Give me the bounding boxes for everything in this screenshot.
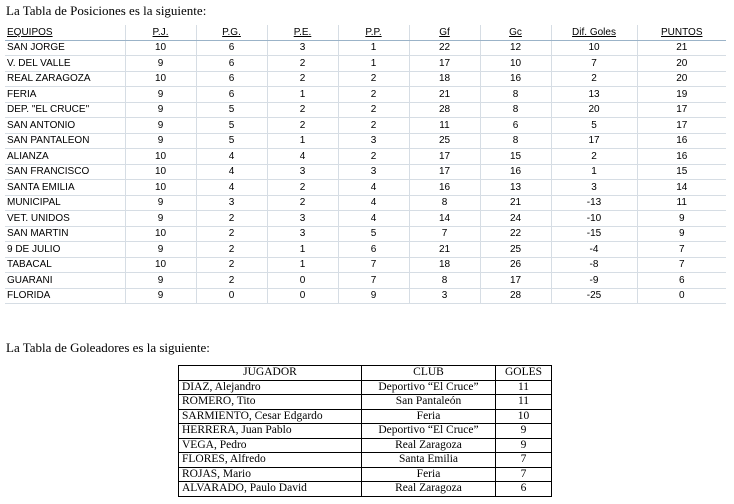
stat-cell: 16 (409, 180, 480, 196)
scorers-header-row (179, 366, 552, 381)
standings-header-row (5, 25, 726, 40)
stat-cell: 19 (637, 87, 726, 103)
stat-cell: 5 (196, 118, 267, 134)
scorers-column-header: CLUB (362, 366, 496, 381)
stat-cell: 13 (551, 87, 637, 103)
standings-column-header: P.J. (125, 25, 196, 40)
stat-cell: -8 (551, 257, 637, 273)
standings-table (5, 25, 726, 304)
goals-cell: 11 (496, 380, 552, 395)
stat-cell: 16 (480, 71, 551, 87)
club-cell: Deportivo “El Cruce” (362, 424, 496, 439)
stat-cell: 2 (267, 102, 338, 118)
scorers-heading: La Tabla de Goleadores es la siguiente: (6, 340, 210, 355)
stat-cell: 9 (338, 288, 409, 304)
stat-cell: 2 (267, 56, 338, 72)
stat-cell: 9 (125, 273, 196, 289)
stat-cell: 21 (409, 87, 480, 103)
stat-cell: 18 (409, 71, 480, 87)
stat-cell: 10 (551, 40, 637, 56)
standings-row (5, 102, 726, 118)
scorers-row (179, 453, 552, 468)
stat-cell: 1 (267, 257, 338, 273)
stat-cell: 11 (637, 195, 726, 211)
club-cell: Real Zaragoza (362, 482, 496, 497)
stat-cell: 3 (196, 195, 267, 211)
goals-cell: 6 (496, 482, 552, 497)
club-cell: Santa Emilia (362, 453, 496, 468)
stat-cell: 14 (637, 180, 726, 196)
standings-row (5, 257, 726, 273)
stat-cell: 3 (267, 40, 338, 56)
stat-cell: 22 (480, 226, 551, 242)
stat-cell: 1 (338, 40, 409, 56)
stat-cell: 10 (125, 149, 196, 165)
stat-cell: 7 (637, 257, 726, 273)
stat-cell: -4 (551, 242, 637, 258)
stat-cell: 0 (267, 288, 338, 304)
standings-column-header: Gf (409, 25, 480, 40)
stat-cell: 17 (637, 118, 726, 134)
stat-cell: 11 (409, 118, 480, 134)
team-name-cell: VET. UNIDOS (5, 211, 125, 227)
standings-row (5, 195, 726, 211)
stat-cell: 3 (267, 226, 338, 242)
stat-cell: 28 (409, 102, 480, 118)
stat-cell: 15 (480, 149, 551, 165)
club-cell: Real Zaragoza (362, 438, 496, 453)
stat-cell: 9 (125, 195, 196, 211)
scorers-column-header: JUGADOR (179, 366, 362, 381)
stat-cell: 21 (480, 195, 551, 211)
stat-cell: 2 (267, 118, 338, 134)
standings-heading: La Tabla de Posiciones es la siguiente: (6, 3, 207, 18)
stat-cell: -10 (551, 211, 637, 227)
team-name-cell: TABACAL (5, 257, 125, 273)
club-cell: Deportivo “El Cruce” (362, 380, 496, 395)
standings-row (5, 180, 726, 196)
stat-cell: 13 (480, 180, 551, 196)
stat-cell: 10 (125, 257, 196, 273)
stat-cell: -15 (551, 226, 637, 242)
club-cell: Feria (362, 467, 496, 482)
stat-cell: 8 (480, 102, 551, 118)
stat-cell: 4 (196, 164, 267, 180)
scorers-row (179, 395, 552, 410)
stat-cell: 3 (409, 288, 480, 304)
goals-cell: 11 (496, 395, 552, 410)
standings-row (5, 226, 726, 242)
team-name-cell: FLORIDA (5, 288, 125, 304)
scorers-row (179, 424, 552, 439)
stat-cell: -25 (551, 288, 637, 304)
standings-row (5, 164, 726, 180)
scorers-row (179, 438, 552, 453)
stat-cell: 21 (637, 40, 726, 56)
player-name-cell: ROJAS, Mario (179, 467, 362, 482)
stat-cell: 3 (267, 164, 338, 180)
stat-cell: 2 (196, 273, 267, 289)
scorers-row (179, 409, 552, 424)
team-name-cell: GUARANI (5, 273, 125, 289)
stat-cell: 7 (338, 257, 409, 273)
stat-cell: 4 (267, 149, 338, 165)
stat-cell: -13 (551, 195, 637, 211)
stat-cell: 10 (125, 164, 196, 180)
stat-cell: 1 (338, 56, 409, 72)
player-name-cell: SARMIENTO, Cesar Edgardo (179, 409, 362, 424)
stat-cell: 10 (125, 40, 196, 56)
stat-cell: 3 (267, 211, 338, 227)
stat-cell: 2 (267, 180, 338, 196)
stat-cell: 25 (480, 242, 551, 258)
team-name-cell: FERIA (5, 87, 125, 103)
standings-column-header: P.E. (267, 25, 338, 40)
stat-cell: 0 (267, 273, 338, 289)
stat-cell: 20 (637, 56, 726, 72)
team-name-cell: MUNICIPAL (5, 195, 125, 211)
player-name-cell: ALVARADO, Paulo David (179, 482, 362, 497)
standings-row (5, 273, 726, 289)
stat-cell: 9 (125, 56, 196, 72)
stat-cell: 26 (480, 257, 551, 273)
stat-cell: 6 (196, 40, 267, 56)
stat-cell: 5 (196, 133, 267, 149)
stat-cell: 2 (338, 71, 409, 87)
stat-cell: 9 (125, 288, 196, 304)
team-name-cell: SAN JORGE (5, 40, 125, 56)
standings-column-header: PUNTOS (637, 25, 726, 40)
stat-cell: 7 (551, 56, 637, 72)
stat-cell: 16 (637, 133, 726, 149)
standings-row (5, 149, 726, 165)
stat-cell: 5 (338, 226, 409, 242)
stat-cell: 1 (267, 133, 338, 149)
stat-cell: 12 (480, 40, 551, 56)
stat-cell: 9 (125, 87, 196, 103)
standings-row (5, 56, 726, 72)
stat-cell: 4 (196, 180, 267, 196)
stat-cell: 17 (409, 164, 480, 180)
stat-cell: 2 (196, 257, 267, 273)
stat-cell: 9 (125, 133, 196, 149)
stat-cell: 3 (338, 133, 409, 149)
scorers-row (179, 467, 552, 482)
stat-cell: 2 (551, 71, 637, 87)
stat-cell: 8 (480, 87, 551, 103)
team-name-cell: REAL ZARAGOZA (5, 71, 125, 87)
player-name-cell: FLORES, Alfredo (179, 453, 362, 468)
standings-column-header: P.P. (338, 25, 409, 40)
stat-cell: 7 (409, 226, 480, 242)
stat-cell: 8 (409, 273, 480, 289)
stat-cell: 4 (196, 149, 267, 165)
player-name-cell: ROMERO, Tito (179, 395, 362, 410)
team-name-cell: SAN MARTIN (5, 226, 125, 242)
stat-cell: 9 (125, 242, 196, 258)
stat-cell: -9 (551, 273, 637, 289)
stat-cell: 2 (196, 211, 267, 227)
stat-cell: 17 (551, 133, 637, 149)
standings-row (5, 118, 726, 134)
club-cell: San Pantaleón (362, 395, 496, 410)
standings-row (5, 40, 726, 56)
stat-cell: 25 (409, 133, 480, 149)
stat-cell: 2 (267, 195, 338, 211)
stat-cell: 17 (409, 56, 480, 72)
player-name-cell: HERRERA, Juan Pablo (179, 424, 362, 439)
standings-row (5, 71, 726, 87)
stat-cell: 6 (637, 273, 726, 289)
stat-cell: 7 (338, 273, 409, 289)
standings-row (5, 133, 726, 149)
team-name-cell: DEP. "EL CRUCE" (5, 102, 125, 118)
stat-cell: 9 (637, 226, 726, 242)
stat-cell: 28 (480, 288, 551, 304)
standings-column-header: Dif. Goles (551, 25, 637, 40)
scorers-row (179, 380, 552, 395)
stat-cell: 7 (637, 242, 726, 258)
team-name-cell: SANTA EMILIA (5, 180, 125, 196)
stat-cell: 4 (338, 211, 409, 227)
standings-row (5, 288, 726, 304)
stat-cell: 5 (196, 102, 267, 118)
stat-cell: 2 (338, 118, 409, 134)
stat-cell: 6 (196, 71, 267, 87)
stat-cell: 9 (125, 102, 196, 118)
stat-cell: 20 (551, 102, 637, 118)
stat-cell: 2 (338, 87, 409, 103)
stat-cell: 17 (409, 149, 480, 165)
stat-cell: 2 (338, 102, 409, 118)
stat-cell: 2 (196, 226, 267, 242)
team-name-cell: ALIANZA (5, 149, 125, 165)
stat-cell: 20 (637, 71, 726, 87)
stat-cell: 2 (338, 149, 409, 165)
stat-cell: 9 (125, 118, 196, 134)
standings-column-header: P.G. (196, 25, 267, 40)
stat-cell: 4 (338, 180, 409, 196)
stat-cell: 2 (267, 71, 338, 87)
stat-cell: 9 (125, 211, 196, 227)
stat-cell: 22 (409, 40, 480, 56)
stat-cell: 6 (480, 118, 551, 134)
stat-cell: 10 (125, 180, 196, 196)
stat-cell: 3 (551, 180, 637, 196)
team-name-cell: 9 DE JULIO (5, 242, 125, 258)
stat-cell: 15 (637, 164, 726, 180)
scorers-table (178, 365, 552, 497)
stat-cell: 10 (125, 71, 196, 87)
team-name-cell: V. DEL VALLE (5, 56, 125, 72)
stat-cell: 0 (196, 288, 267, 304)
stat-cell: 3 (338, 164, 409, 180)
team-name-cell: SAN ANTONIO (5, 118, 125, 134)
goals-cell: 10 (496, 409, 552, 424)
team-name-cell: SAN FRANCISCO (5, 164, 125, 180)
stat-cell: 14 (409, 211, 480, 227)
stat-cell: 21 (409, 242, 480, 258)
standings-column-header: EQUIPOS (5, 25, 125, 40)
stat-cell: 6 (196, 87, 267, 103)
standings-row (5, 87, 726, 103)
stat-cell: 9 (637, 211, 726, 227)
stat-cell: 17 (637, 102, 726, 118)
stat-cell: 1 (267, 242, 338, 258)
stat-cell: 2 (551, 149, 637, 165)
stat-cell: 24 (480, 211, 551, 227)
stat-cell: 17 (480, 273, 551, 289)
stat-cell: 5 (551, 118, 637, 134)
team-name-cell: SAN PANTALEON (5, 133, 125, 149)
stat-cell: 0 (637, 288, 726, 304)
stat-cell: 6 (338, 242, 409, 258)
stat-cell: 8 (409, 195, 480, 211)
goals-cell: 9 (496, 438, 552, 453)
stat-cell: 2 (196, 242, 267, 258)
stat-cell: 16 (637, 149, 726, 165)
stat-cell: 6 (196, 56, 267, 72)
scorers-row (179, 482, 552, 497)
club-cell: Feria (362, 409, 496, 424)
stat-cell: 1 (551, 164, 637, 180)
stat-cell: 10 (480, 56, 551, 72)
stat-cell: 10 (125, 226, 196, 242)
goals-cell: 7 (496, 467, 552, 482)
stat-cell: 8 (480, 133, 551, 149)
goals-cell: 7 (496, 453, 552, 468)
standings-row (5, 211, 726, 227)
standings-row (5, 242, 726, 258)
player-name-cell: DIAZ, Alejandro (179, 380, 362, 395)
player-name-cell: VEGA, Pedro (179, 438, 362, 453)
stat-cell: 4 (338, 195, 409, 211)
standings-column-header: Gc (480, 25, 551, 40)
stat-cell: 16 (480, 164, 551, 180)
goals-cell: 9 (496, 424, 552, 439)
scorers-column-header: GOLES (496, 366, 552, 381)
stat-cell: 18 (409, 257, 480, 273)
stat-cell: 1 (267, 87, 338, 103)
